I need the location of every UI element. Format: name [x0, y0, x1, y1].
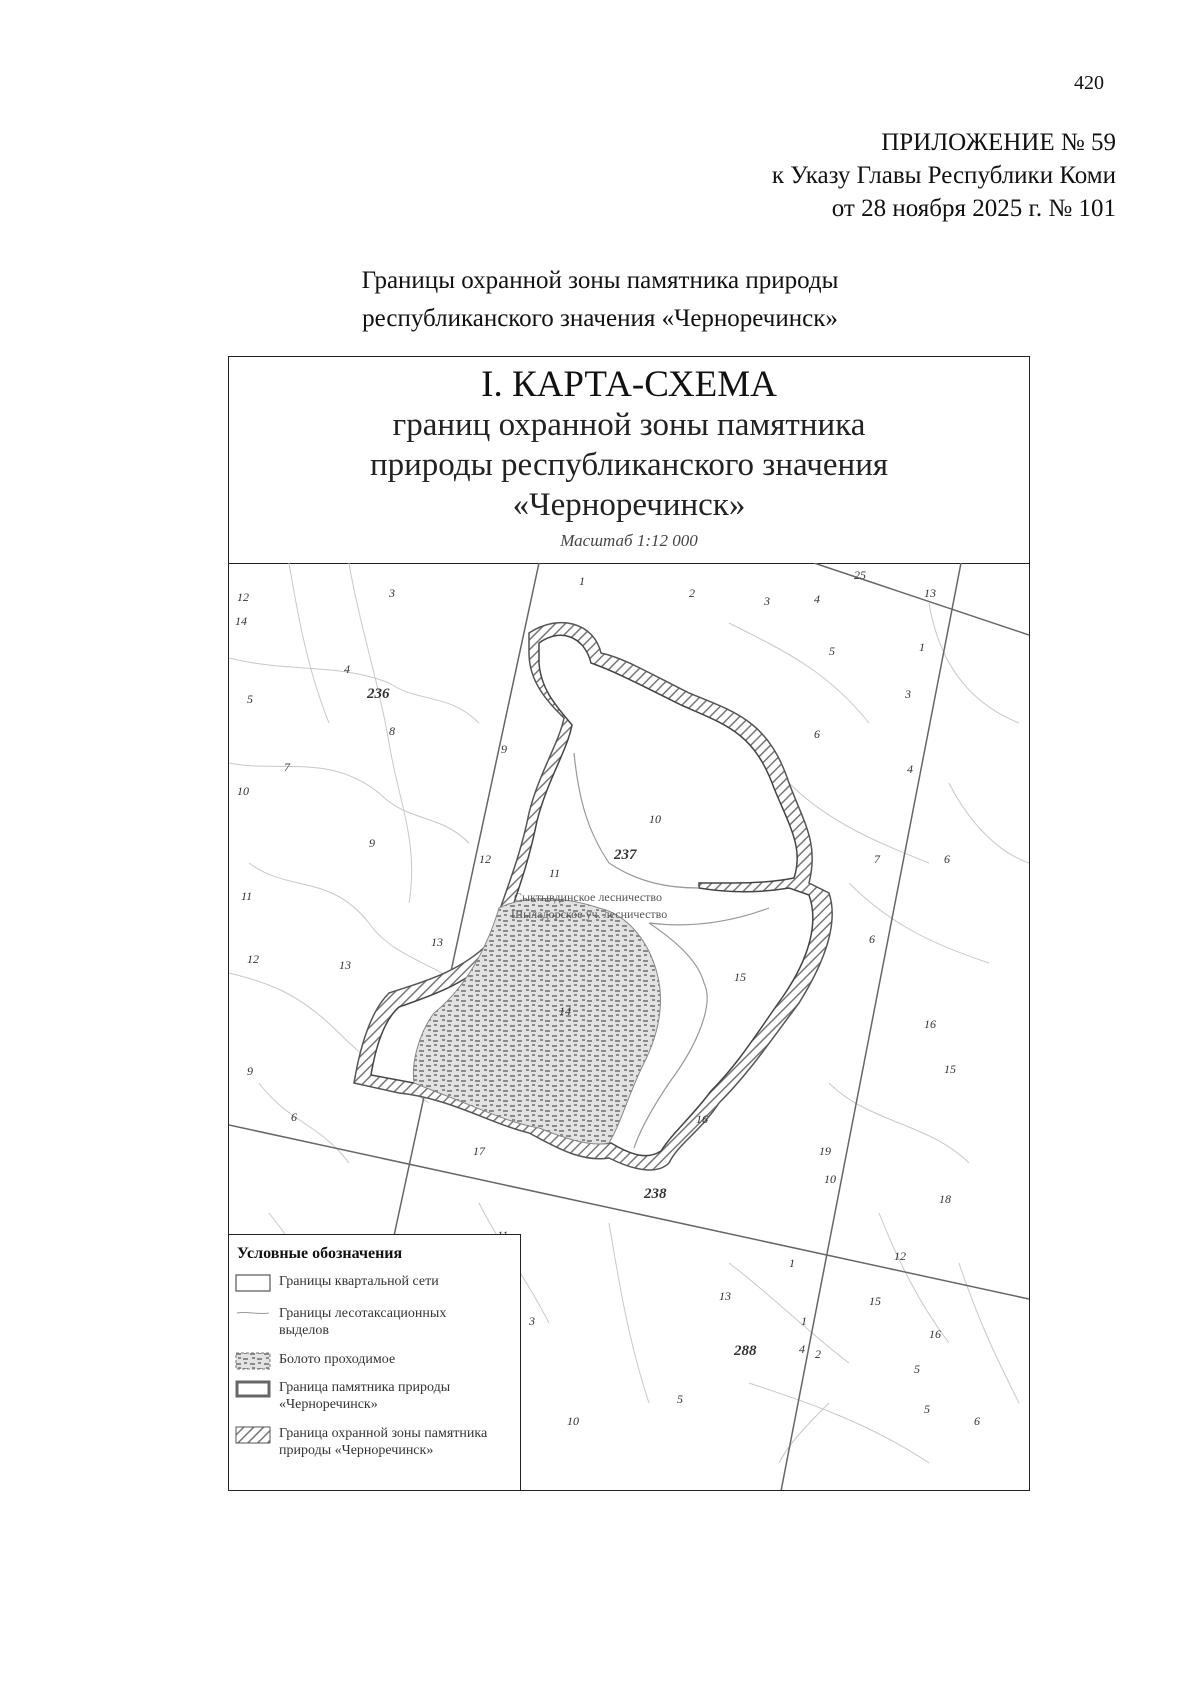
appendix-decree: к Указу Главы Республики Коми — [771, 162, 1116, 189]
plot-number-label: 3 — [905, 687, 911, 701]
plot-number-label: 3 — [389, 586, 395, 600]
plot-number-label: 5 — [677, 1392, 683, 1406]
plot-number-label: 16 — [924, 1017, 936, 1031]
legend — [229, 1234, 521, 1490]
document-title-line2: республиканского значения «Черноречинск» — [362, 305, 838, 332]
plot-number-label: 3 — [764, 594, 770, 608]
map-frame — [228, 356, 1030, 1491]
plot-boundary-icon — [235, 1305, 271, 1325]
plot-number-label: 10 — [824, 1172, 836, 1186]
plot-number-label: 3 — [529, 1314, 535, 1328]
plot-number-label: 17 — [473, 1144, 485, 1158]
legend-item-swamp: Болото проходимое — [235, 1351, 499, 1371]
plot-number-label: 12 — [247, 952, 259, 966]
plot-number-label: 10 — [237, 784, 249, 798]
plot-number-label: 2 — [689, 586, 695, 600]
plot-number-label: 2 — [815, 1347, 821, 1361]
quarter-number-label: 288 — [734, 1343, 757, 1359]
plot-number-label: 5 — [914, 1362, 920, 1376]
legend-item-monument: Граница памятника природы «Черноречинск» — [235, 1379, 499, 1413]
plot-number-label: 6 — [814, 727, 820, 741]
plot-number-label: 15 — [734, 970, 746, 984]
map-header — [229, 357, 1029, 564]
map-subtitle-line3: «Черноречинск» — [512, 487, 746, 523]
plot-number-label: 8 — [389, 724, 395, 738]
page-number: 420 — [1074, 72, 1104, 94]
swamp-area — [413, 899, 660, 1144]
map-subtitle-line1: границ охранной зоны памятника — [392, 407, 866, 443]
map-title: I. КАРТА-СХЕМА — [481, 364, 777, 405]
map-scale: Масштаб 1:12 000 — [560, 531, 698, 550]
plot-number-label: 11 — [241, 889, 253, 903]
plot-number-label: 13 — [339, 958, 351, 972]
forestry-label-line1: Сыктывдинское лесничество — [514, 890, 662, 904]
appendix-date: от 28 ноября 2025 г. № 101 — [831, 195, 1116, 222]
plot-number-label: 1 — [801, 1314, 807, 1328]
plot-number-label: 10 — [567, 1414, 579, 1428]
forestry-label-line2: Шыладорское уч. лесничество — [511, 907, 668, 921]
plot-number-label: 12 — [894, 1249, 906, 1263]
plot-number-label: 6 — [291, 1110, 297, 1124]
plot-number-label: 1 — [919, 640, 925, 654]
plot-number-label: 7 — [874, 852, 880, 866]
plot-number-label: 15 — [869, 1294, 881, 1308]
quarter-number-label: 236 — [367, 686, 390, 702]
plot-number-label: 5 — [829, 644, 835, 658]
plot-number-label: 13 — [719, 1289, 731, 1303]
plot-number-label: 4 — [344, 662, 350, 676]
plot-number-label: 6 — [944, 852, 950, 866]
document-title-line1: Границы охранной зоны памятника природы — [361, 267, 839, 294]
appendix-number: ПРИЛОЖЕНИЕ № 59 — [881, 129, 1116, 156]
swamp-icon — [235, 1351, 271, 1371]
plot-number-label: 5 — [924, 1402, 930, 1416]
monument-boundary-icon — [235, 1379, 271, 1399]
plot-number-label: 9 — [369, 836, 375, 850]
appendix-header — [772, 126, 1116, 225]
legend-item-plot: Границы лесотаксационных выделов — [235, 1305, 499, 1339]
plot-number-label: 14 — [235, 614, 247, 628]
legend-item-quarter: Границы квартальной сети — [235, 1273, 499, 1293]
plot-number-label: 10 — [649, 812, 661, 826]
map-subtitle-line2: природы республиканского значения — [369, 447, 889, 483]
protection-zone-icon — [235, 1425, 271, 1445]
plot-number-label: 15 — [944, 1062, 956, 1076]
quarter-boundary-icon — [235, 1273, 271, 1293]
plot-number-label: 13 — [431, 935, 443, 949]
plot-number-label: 12 — [237, 590, 249, 604]
plot-number-label: 6 — [869, 932, 875, 946]
plot-number-label: 19 — [819, 1144, 831, 1158]
quarter-number-label: 237 — [614, 847, 637, 863]
plot-number-label: 16 — [929, 1327, 941, 1341]
plot-number-label: 18 — [939, 1192, 951, 1206]
plot-number-label: 4 — [814, 592, 820, 606]
plot-number-label: 9 — [501, 742, 507, 756]
plot-number-label: 9 — [247, 1064, 253, 1078]
plot-number-label: 7 — [284, 760, 290, 774]
plot-number-label: 1 — [579, 574, 585, 588]
plot-number-label: 1 — [789, 1256, 795, 1270]
plot-number-label: 16 — [696, 1112, 708, 1126]
legend-title: Условные обозначения — [237, 1245, 403, 1262]
quarter-number-label: 238 — [644, 1186, 667, 1202]
plot-number-label: 4 — [799, 1342, 805, 1356]
plot-number-label: 11 — [549, 866, 561, 880]
plot-number-label: 5 — [247, 692, 253, 706]
plot-number-label: 13 — [924, 586, 936, 600]
plot-number-label: 14 — [559, 1004, 571, 1018]
plot-number-label: 6 — [974, 1414, 980, 1428]
plot-number-label: 4 — [907, 762, 913, 776]
plot-number-label: 25 — [854, 568, 866, 582]
document-title — [0, 262, 1200, 338]
plot-number-label: 12 — [479, 852, 491, 866]
legend-item-protection-zone: Граница охранной зоны памятника природы «Черноречинск» — [235, 1425, 499, 1459]
